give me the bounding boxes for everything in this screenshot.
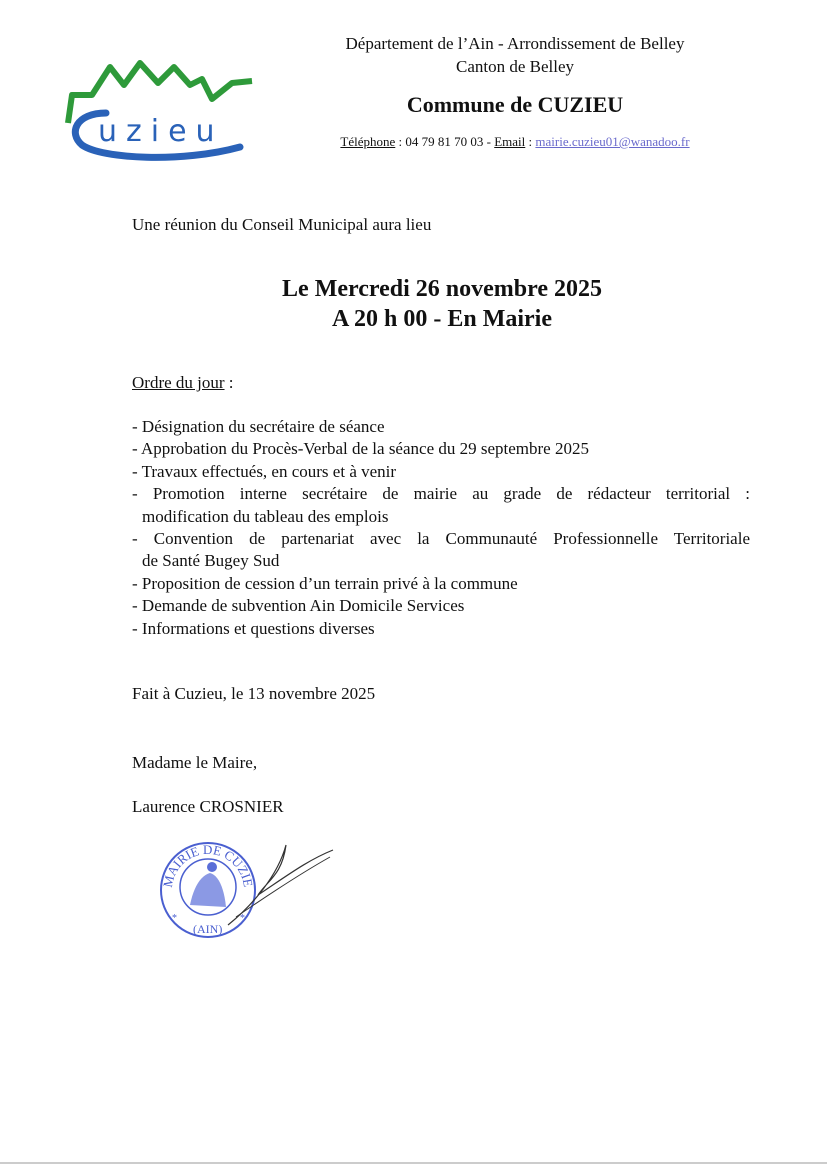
phone-label: Téléphone — [340, 134, 396, 149]
agenda-item-text: - Informations et questions diverses — [132, 618, 375, 638]
svg-text:*: * — [172, 913, 177, 924]
agenda-item-text: - Approbation du Procès-Verbal de la séance du 29 septembre 2025 — [132, 439, 589, 459]
commune-logo — [62, 55, 262, 165]
agenda-item-text: - Proposition de cession d’un terrain privé à la commune — [132, 573, 518, 593]
mayor-stamp — [158, 835, 338, 940]
intro-text: Une réunion du Conseil Municipal aura lieu — [132, 215, 432, 234]
email-sep: : — [525, 134, 536, 149]
contact-line — [290, 134, 740, 150]
agenda-item-text: - Demande de subvention Ain Domicile Services — [132, 596, 465, 616]
page-edge — [0, 1162, 827, 1164]
agenda-item: - Promotion interne secrétaire de mairie au grade de rédacteur territorial : — [132, 484, 750, 504]
agenda-item-continuation: de Santé Bugey Sud — [142, 551, 280, 571]
svg-text:*: * — [240, 913, 245, 924]
agenda-item — [132, 618, 750, 640]
agenda-item-text: - Désignation du secrétaire de séance — [132, 417, 385, 436]
place-date: Fait à Cuzieu, le 13 novembre 2025 — [132, 684, 376, 703]
agenda-item — [132, 461, 750, 483]
signatory-role: Madame le Maire, — [132, 753, 258, 772]
svg-text:uzieu: uzieu — [98, 114, 224, 149]
commune-title: Commune de CUZIEU — [406, 92, 624, 117]
agenda-item — [132, 438, 750, 460]
canton-line: Canton de Belley — [455, 57, 575, 76]
agenda-label: Ordre du jour — [132, 373, 225, 392]
phone-number: : 04 79 81 70 03 - — [395, 134, 495, 149]
department-line: Département de l’Ain - Arrondissement de Belley — [345, 34, 685, 53]
agenda-item-text: - Travaux effectués, en cours et à venir — [132, 461, 397, 481]
meeting-time-place: A 20 h 00 - En Mairie — [332, 306, 552, 332]
signatory-name: Laurence CROSNIER — [132, 797, 284, 816]
agenda-label-suffix: : — [224, 373, 234, 392]
email-link[interactable]: mairie.cuzieu01@wanadoo.fr — [535, 134, 690, 149]
svg-text:MAIRIE DE CUZIEU: MAIRIE DE CUZIE — [159, 841, 256, 889]
meeting-date: Le Mercredi 26 novembre 2025 — [282, 276, 602, 302]
agenda-item — [132, 573, 750, 595]
agenda-item — [132, 595, 750, 617]
agenda-item-continuation: modification du tableau des emplois — [142, 506, 389, 526]
agenda-heading — [132, 373, 234, 393]
agenda-list — [132, 416, 750, 640]
agenda-item: - Convention de partenariat avec la Communauté Professionnelle Territoriale — [132, 529, 750, 549]
email-label: Email — [494, 134, 526, 149]
agenda-item — [132, 416, 750, 438]
svg-text:(AIN): (AIN) — [193, 922, 223, 936]
